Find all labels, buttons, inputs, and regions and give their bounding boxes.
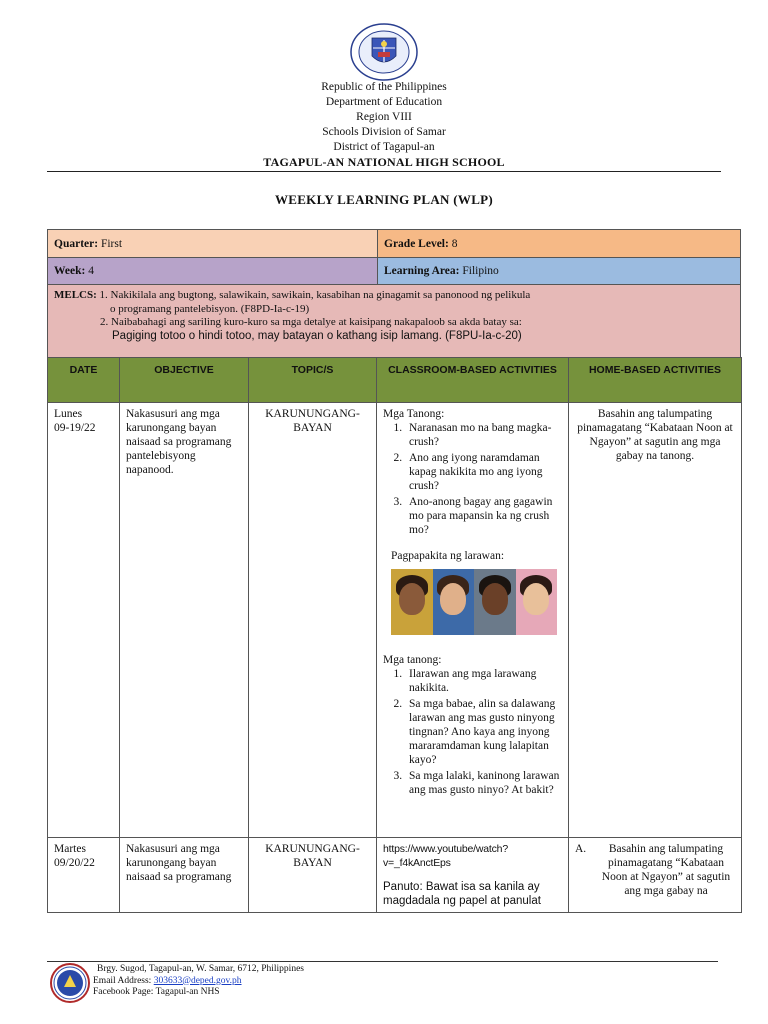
- date-text: 09-19/22: [54, 422, 96, 434]
- photo-2: [433, 569, 475, 635]
- header-line-region: Region VIII: [356, 111, 412, 123]
- weekly-plan-table: [47, 357, 742, 913]
- video-link[interactable]: https://www.youtube/watch?v=_f4kAnctEps: [383, 843, 508, 869]
- week-label: Week:: [54, 265, 86, 277]
- header-line-division: Schools Division of Samar: [322, 126, 446, 138]
- week-value: 4: [88, 265, 94, 277]
- header-line-republic: Republic of the Philippines: [321, 81, 447, 93]
- home-text: Basahin ang talumpating pinamagatang “Kabataan Noon at Ngayon” at sagutin ang mga gabay na: [601, 843, 731, 897]
- learning-area-label: Learning Area:: [384, 265, 460, 277]
- objective-cell: Nakasusuri ang mga karunongang bayan naisaad sa programang pantelebisyong napanood.: [120, 403, 249, 838]
- grade-level-value: 8: [451, 237, 458, 250]
- list-marker: A.: [575, 843, 587, 855]
- footer-email-label: Email Address:: [93, 975, 152, 986]
- questions-list: [383, 421, 562, 537]
- header-home-activities: HOME-BASED ACTIVITIES: [569, 358, 742, 403]
- list-item: 2. Sa mga babae, alin sa dalawang larawan ang mas gusto ninyong tingnan? Ano kaya ang inyong mararamdaman kung lalapitan kayo?: [405, 697, 562, 767]
- home-activities-cell: [569, 838, 742, 913]
- table-row: [48, 403, 742, 838]
- topic-cell: KARUNUNGANG-BAYAN: [249, 838, 377, 913]
- melc-1-line-2: o programang pantelebisyon. (F8PD-Ia-c-19): [110, 302, 310, 315]
- school-logo: [50, 963, 90, 1003]
- panuto-text: Panuto: Bawat isa sa kanila ay magdadala ng papel at panulat: [383, 881, 541, 907]
- questions-label: Mga Tanong:: [383, 408, 445, 420]
- pictures-label: Pagpapakita ng larawan:: [391, 550, 505, 562]
- header-objective: OBJECTIVE: [120, 358, 249, 403]
- list-item: 1. Ilarawan ang mga larawang nakikita.: [405, 667, 562, 695]
- table-header-row: [48, 358, 742, 403]
- date-cell: [48, 403, 120, 838]
- learning-area-value: Filipino: [462, 265, 499, 277]
- school-name: TAGAPUL-AN NATIONAL HIGH SCHOOL: [263, 155, 505, 169]
- deped-seal-logo: [348, 22, 420, 82]
- pictures-strip: [391, 569, 557, 635]
- header-divider: [47, 171, 721, 172]
- header-line-department: Department of Education: [325, 96, 443, 108]
- date-text: 09/20/22: [54, 857, 95, 869]
- header-classroom-activities: CLASSROOM-BASED ACTIVITIES: [377, 358, 569, 403]
- grade-level-label: Grade Level:: [384, 237, 449, 250]
- day-text: Martes: [54, 843, 86, 855]
- questions2-list: [383, 667, 562, 797]
- grade-level-cell: [378, 230, 741, 258]
- list-item: 3. Sa mga lalaki, kaninong larawan ang mas gusto ninyo? At bakit?: [405, 769, 562, 797]
- footer-facebook: Facebook Page: Tagapul-an NHS: [93, 987, 220, 997]
- header-topics: TOPIC/S: [249, 358, 377, 403]
- header-date: DATE: [48, 358, 120, 403]
- melcs-cell: [48, 285, 741, 364]
- footer-divider: [47, 961, 718, 962]
- classroom-activities-cell: [377, 403, 569, 838]
- header-address: [0, 80, 768, 170]
- photo-4: [516, 569, 558, 635]
- footer-address: Brgy. Sugod, Tagapul-an, W. Samar, 6712, Philippines: [97, 964, 304, 974]
- learning-area-cell: [378, 258, 741, 285]
- quarter-cell: [48, 230, 378, 258]
- topic-cell: KARUNUNGANG-BAYAN: [249, 403, 377, 838]
- melc-2-line-1: 2. Naibabahagi ang sariling kuro-kuro sa mga detalye at kaisipang nakapaloob sa akda batay sa:: [100, 316, 522, 328]
- melcs-label: MELCS:: [54, 289, 97, 301]
- header-line-district: District of Tagapul-an: [333, 141, 435, 153]
- page-title: WEEKLY LEARNING PLAN (WLP): [274, 192, 494, 207]
- date-cell: [48, 838, 120, 913]
- info-table: [47, 229, 741, 364]
- quarter-value: First: [100, 237, 123, 250]
- classroom-activities-cell: [377, 838, 569, 913]
- home-activities-cell: Basahin ang talumpating pinamagatang “Kabataan Noon at Ngayon” at sagutin ang mga gabay na tanong.: [569, 403, 742, 838]
- table-row: [48, 838, 742, 913]
- list-item: 1. Naranasan mo na bang magka-crush?: [405, 421, 562, 449]
- day-text: Lunes: [54, 408, 83, 420]
- objective-cell: Nakasusuri ang mga karunongang bayan naisaad sa programang: [120, 838, 249, 913]
- photo-3: [474, 569, 516, 635]
- list-item: 2. Ano ang iyong naramdaman kapag nakikita mo ang iyong crush?: [405, 451, 562, 493]
- footer-contact: [93, 964, 304, 999]
- photo-1: [391, 569, 433, 635]
- quarter-label: Quarter:: [54, 237, 99, 250]
- questions2-label: Mga tanong:: [383, 654, 442, 666]
- week-cell: [48, 258, 378, 285]
- melc-1-line-1: 1. Nakikilala ang bugtong, salawikain, sawikain, kasabihan na ginagamit sa panonood ng pelikula: [99, 289, 531, 301]
- melc-2-line-2: Pagiging totoo o hindi totoo, may batayan o kathang isip lamang. (F8PU-Ia-c-20): [112, 329, 522, 342]
- list-item: 3. Ano-anong bagay ang gagawin mo para mapansin ka ng crush mo?: [405, 495, 562, 537]
- footer-email-link[interactable]: 303633@deped.gov.ph: [153, 975, 242, 986]
